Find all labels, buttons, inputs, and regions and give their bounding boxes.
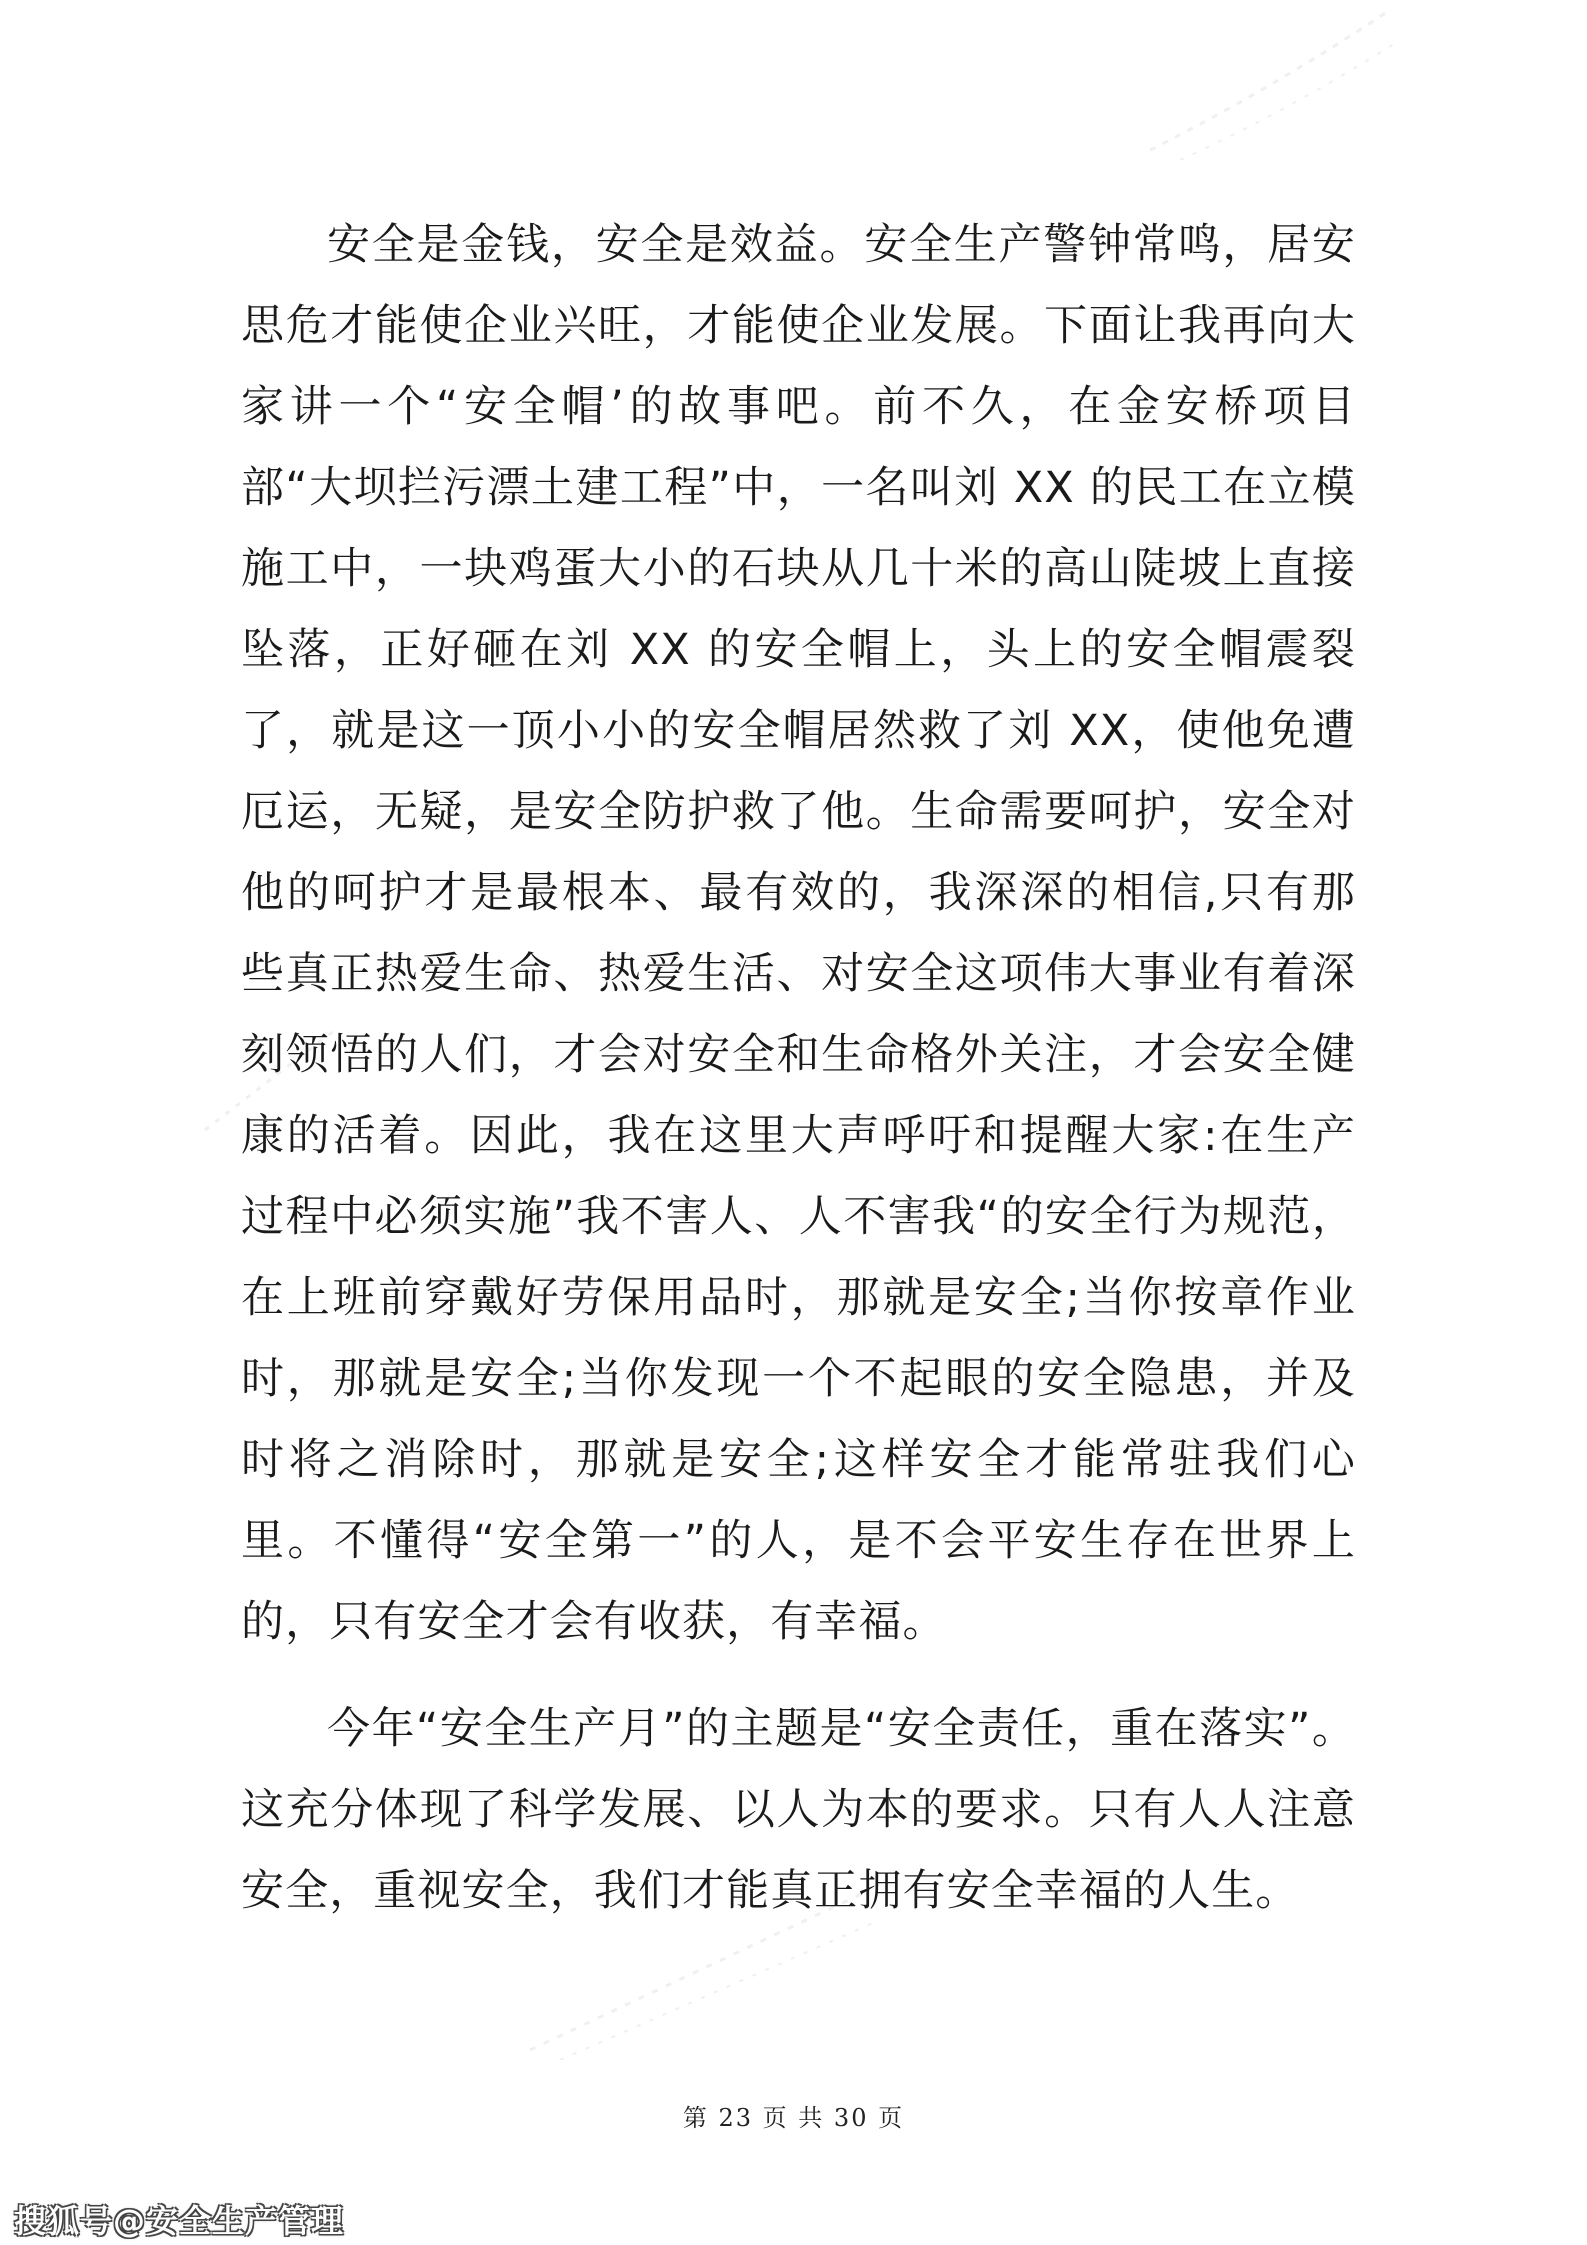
paragraph-2: 今年“安全生产月”的主题是“安全责任，重在落实”。这充分体现了科学发展、以人为本的要求。只有人人注意安全，重视安全，我们才能真正拥有安全幸福的人生。 xyxy=(241,1704,1356,1916)
source-watermark: 搜狐号@安全生产管理 xyxy=(14,2202,345,2240)
body-text xyxy=(241,205,1356,1932)
paragraph-1: 安全是金钱，安全是效益。安全生产警钟常鸣，居安思危才能使企业兴旺，才能使企业发展。下面让我再向大家讲一个“安全帽’的故事吧。前不久，在金安桥项目部“大坝拦污漂土建工程”中，一名叫刘 XX 的民工在立模施工中，一块鸡蛋大小的石块从几十米的高山陡坡上直接坠落，正好砸在刘 XX 的安全帽上，头上的安全帽震裂了，就是这一顶小小的安全帽居然救了刘 XX，使他免遭厄运，无疑，是安全防护救了他。生命需要呵护，安全对他的呵护才是最根本、最有效的，我深深的相信,只有那些真正热爱生命、热爱生活、对安全这项伟大事业有着深刻领悟的人们，才会对安全和生命格外关注，才会安全健康的活着。因此，我在这里大声呼吁和提醒大家:在生产过程中必须实施”我不害人、人不害我“的安全行为规范，在上班前穿戴好劳保用品时，那就是安全;当你按章作业时，那就是安全;当你发现一个不起眼的安全隐患，并及时将之消除时，那就是安全;这样安全才能常驻我们心里。不懂得“安全第一”的人，是不会平安生存在世界上的，只有安全才会有收获，有幸福。 xyxy=(241,220,1356,1647)
page-number: 第 23 页 共 30 页 xyxy=(682,2104,905,2132)
faint-stamp-top-right xyxy=(1140,0,1400,160)
